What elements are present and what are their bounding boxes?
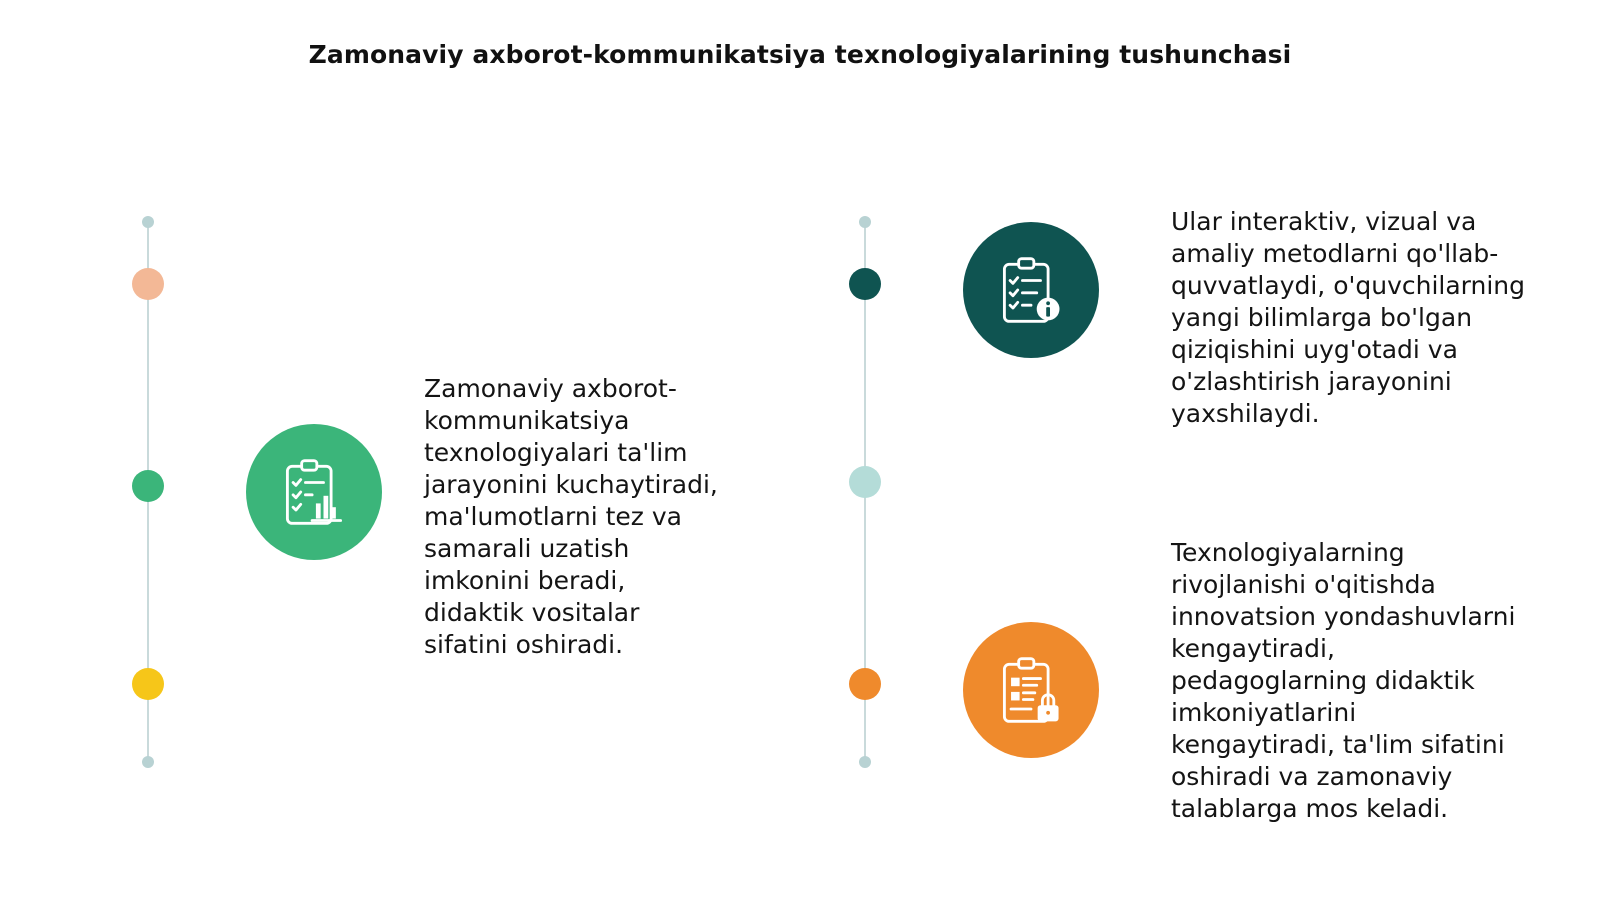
timeline-cap-top — [142, 216, 154, 228]
item-text-3: Texnologiyalarning rivojlanishi o'qitishda innovatsion yondashuvlarni kengaytiradi, pedagoglarning didaktik imkoniyatlarini kengaytiradi, ta'lim sifatini oshiradi va zamonaviy talablarga mos keladi. — [1171, 538, 1516, 823]
timeline-dot-yellow — [132, 668, 164, 700]
timeline-cap-bottom — [859, 756, 871, 768]
timeline-dot-dark-teal — [849, 268, 881, 300]
item-text-1: Zamonaviy axborot- kommunikatsiya texnologiyalari ta'lim jarayonini kuchaytiradi, ma'lumotlarni tez va samarali uzatish imkonini beradi, didaktik vositalar sifatini oshiradi. — [424, 374, 718, 659]
page-title: Zamonaviy axborot-kommunikatsiya texnologiyalarining tushunchasi — [308, 40, 1292, 69]
timeline-right — [845, 214, 885, 774]
timeline-cap-bottom — [142, 756, 154, 768]
clipboard-chart-icon — [246, 424, 382, 560]
timeline-dot-orange — [849, 668, 881, 700]
timeline-cap-top — [859, 216, 871, 228]
timeline-dot-green — [132, 470, 164, 502]
clipboard-lock-icon — [963, 622, 1099, 758]
timeline-left — [128, 214, 168, 774]
item-text-2: Ular interaktiv, vizual va amaliy metodlarni qo'llab- quvvatlaydi, o'quvchilarning yangi bilimlarga bo'lgan qiziqishini uyg'otadi va o'zlashtirish jarayonini yaxshilaydi. — [1171, 207, 1526, 428]
clipboard-info-icon — [963, 222, 1099, 358]
timeline-dot-peach — [132, 268, 164, 300]
timeline-dot-light-teal — [849, 466, 881, 498]
